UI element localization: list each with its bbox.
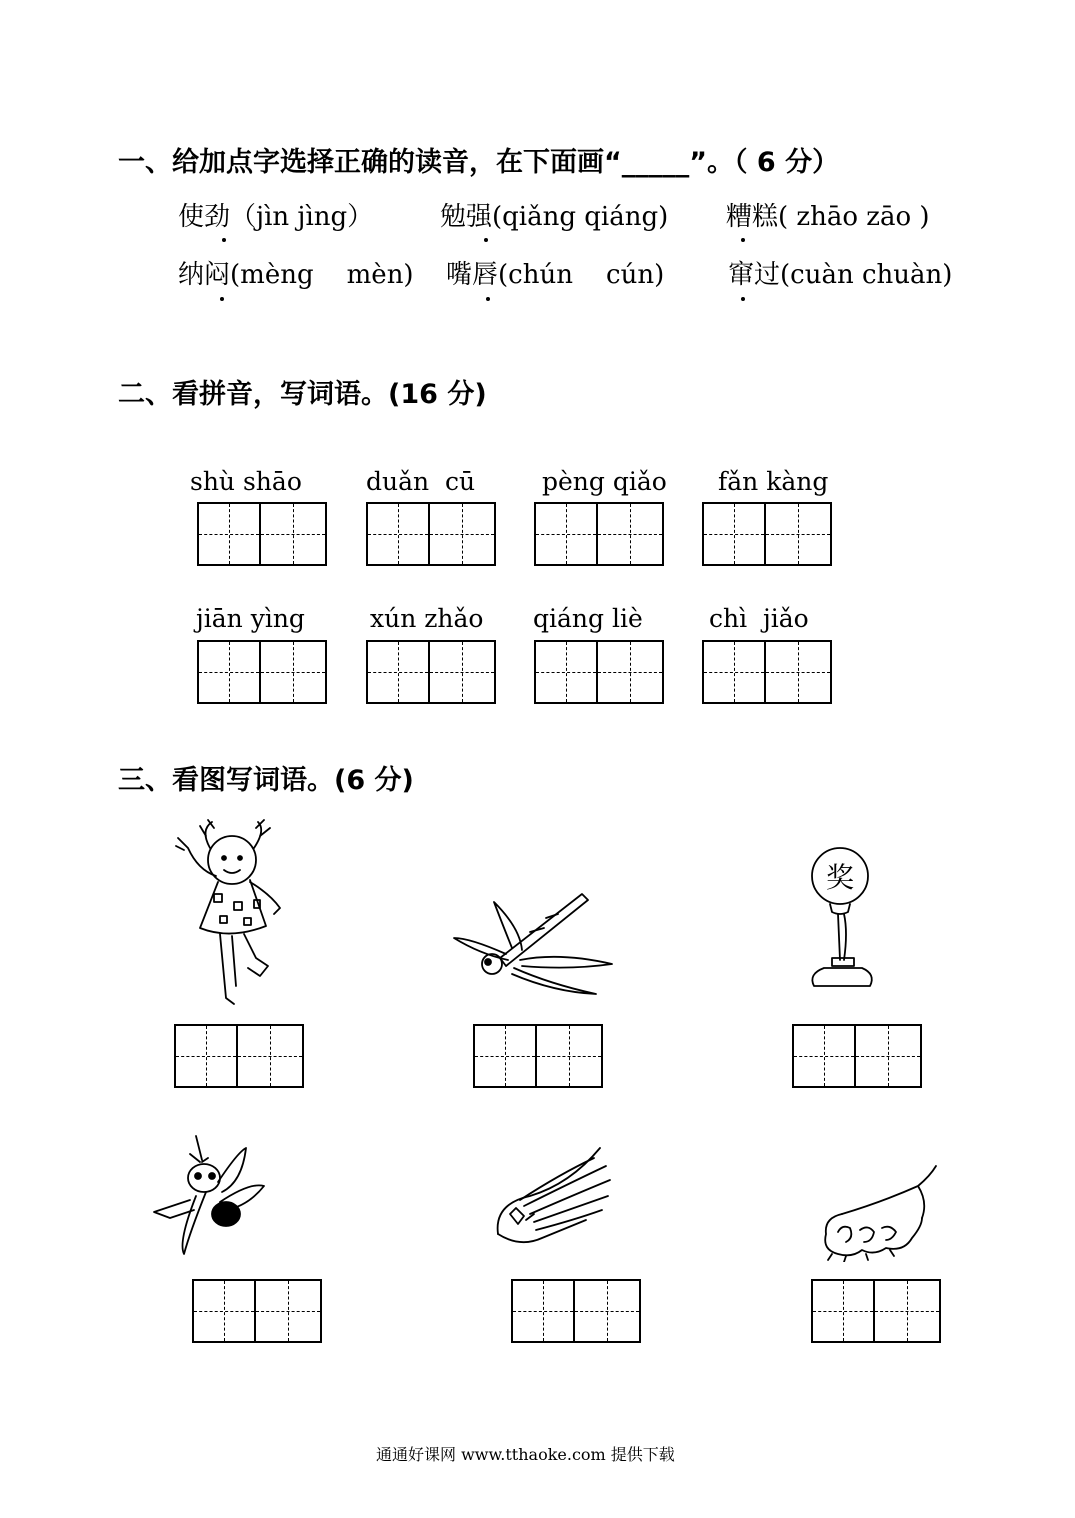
bee-picture <box>150 1132 270 1258</box>
q1-options: (chún cún) <box>498 260 665 290</box>
emphasis-dot <box>741 297 745 301</box>
pinyin-label: jiān yìng <box>196 604 305 633</box>
trophy-picture <box>804 842 892 994</box>
q1-options: (cuàn chuàn) <box>780 260 953 290</box>
writing-grid[interactable] <box>702 502 832 566</box>
q3-title: 三、看图写词语。(6 分) <box>118 765 414 796</box>
pinyin-label: shù shāo <box>190 467 302 496</box>
q1-word: 使劲 <box>178 202 231 232</box>
girl-dancing-picture <box>170 818 305 1010</box>
writing-grid[interactable] <box>197 502 327 566</box>
writing-grid[interactable] <box>192 1279 322 1343</box>
pinyin-label: fǎn kàng <box>718 467 829 496</box>
q1-options: (qiǎng qiáng) <box>492 202 669 232</box>
q1-word: 纳闷 <box>178 260 231 290</box>
q1-options: （jìn jìng） <box>230 202 374 232</box>
q1-item <box>178 196 373 233</box>
q1-item <box>728 254 952 291</box>
writing-grid[interactable] <box>174 1024 304 1088</box>
emphasis-dot <box>222 238 226 242</box>
trophy-character: 奖 <box>825 861 855 894</box>
pinyin-label: chì jiǎo <box>709 604 809 633</box>
pinyin-label: duǎn cū <box>366 467 476 496</box>
writing-grid[interactable] <box>792 1024 922 1088</box>
writing-grid[interactable] <box>534 640 664 704</box>
writing-grid[interactable] <box>534 502 664 566</box>
q1-options: ( zhāo zāo ) <box>778 202 930 232</box>
emphasis-dot <box>741 238 745 242</box>
q1-options: (mèng mèn) <box>230 260 414 290</box>
q1-word: 糟糕 <box>726 202 779 232</box>
writing-grid[interactable] <box>366 640 496 704</box>
q1-item <box>440 196 668 233</box>
q1-item <box>726 196 930 233</box>
writing-grid[interactable] <box>473 1024 603 1088</box>
paw-picture <box>812 1162 940 1262</box>
writing-grid[interactable] <box>511 1279 641 1343</box>
writing-grid[interactable] <box>366 502 496 566</box>
q1-word: 窜过 <box>728 260 781 290</box>
q1-word: 嘴唇 <box>446 260 499 290</box>
q1-row-2 <box>178 254 978 294</box>
pinyin-label: xún zhǎo <box>370 604 484 633</box>
wing-picture <box>490 1144 616 1252</box>
emphasis-dot <box>484 238 488 242</box>
writing-grid[interactable] <box>702 640 832 704</box>
emphasis-dot <box>220 297 224 301</box>
footer-credit: 通通好课网 www.tthaoke.com 提供下载 <box>376 1445 675 1464</box>
emphasis-dot <box>486 297 490 301</box>
q1-row-1 <box>178 196 978 236</box>
pinyin-label: qiáng liè <box>533 604 643 633</box>
q1-item <box>446 254 664 291</box>
writing-grid[interactable] <box>197 640 327 704</box>
q1-title: 一、给加点字选择正确的读音，在下面画“_____”。（ 6 分） <box>118 147 840 178</box>
q1-word: 勉强 <box>440 202 493 232</box>
dragonfly-picture <box>450 888 618 996</box>
pinyin-label: pèng qiǎo <box>542 467 667 496</box>
writing-grid[interactable] <box>811 1279 941 1343</box>
q1-item <box>178 254 414 291</box>
q2-title: 二、看拼音，写词语。(16 分) <box>118 379 487 410</box>
